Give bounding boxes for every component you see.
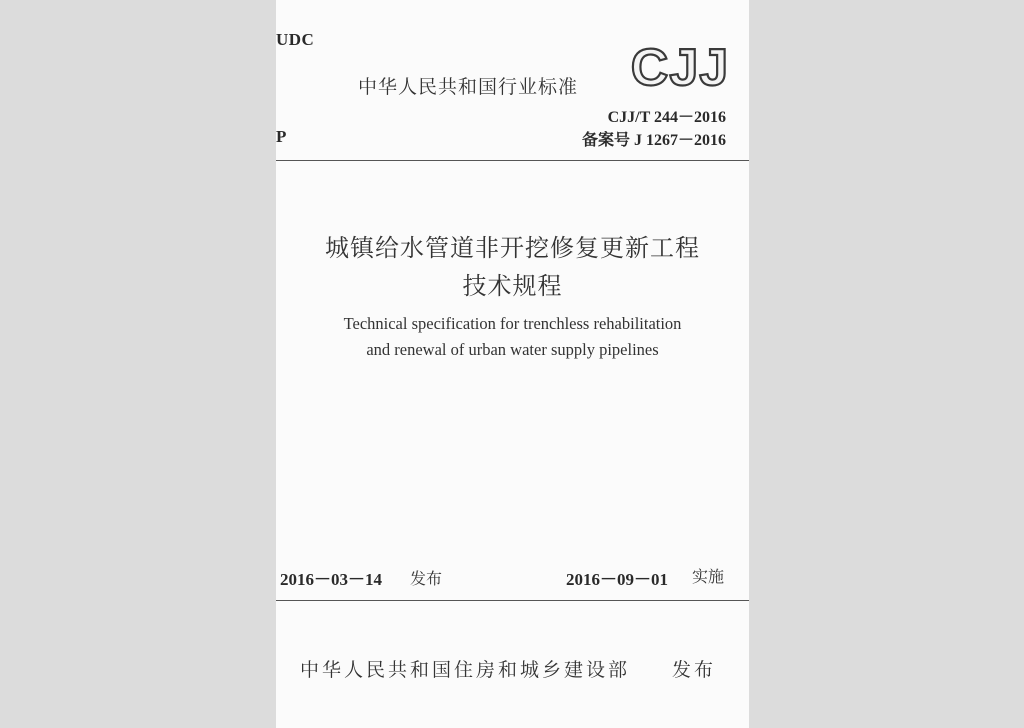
- english-title-line1: Technical specification for trenchless rehabilitation: [343, 314, 682, 333]
- cjj-logo: [630, 40, 730, 94]
- record-number: 备案号 J 1267－2016: [581, 132, 726, 149]
- issue-label: 发布: [410, 569, 443, 588]
- publish-action: 发布: [672, 659, 717, 681]
- footer-divider: [276, 600, 749, 601]
- english-title-line2: and renewal of urban water supply pipelines: [366, 340, 659, 359]
- implementation-date: 2016－09－01: [566, 570, 668, 589]
- document-cover: [276, 0, 749, 728]
- header-divider: [276, 160, 749, 161]
- publisher-name: 中华人民共和国住房和城乡建设部: [300, 659, 631, 681]
- document-title-line1: 城镇给水管道非开挖修复更新工程: [325, 234, 700, 262]
- classification-mark: P: [276, 127, 287, 146]
- svg-text:CJJ: CJJ: [630, 40, 730, 94]
- implementation-label: 实施: [692, 567, 725, 586]
- issue-date: 2016－03－14: [280, 570, 382, 589]
- udc-label: UDC: [276, 30, 315, 49]
- document-title-line2: 技术规程: [462, 272, 563, 300]
- industry-standard-heading: 中华人民共和国行业标准: [358, 76, 579, 98]
- standard-number: CJJ/T 244－2016: [607, 109, 726, 126]
